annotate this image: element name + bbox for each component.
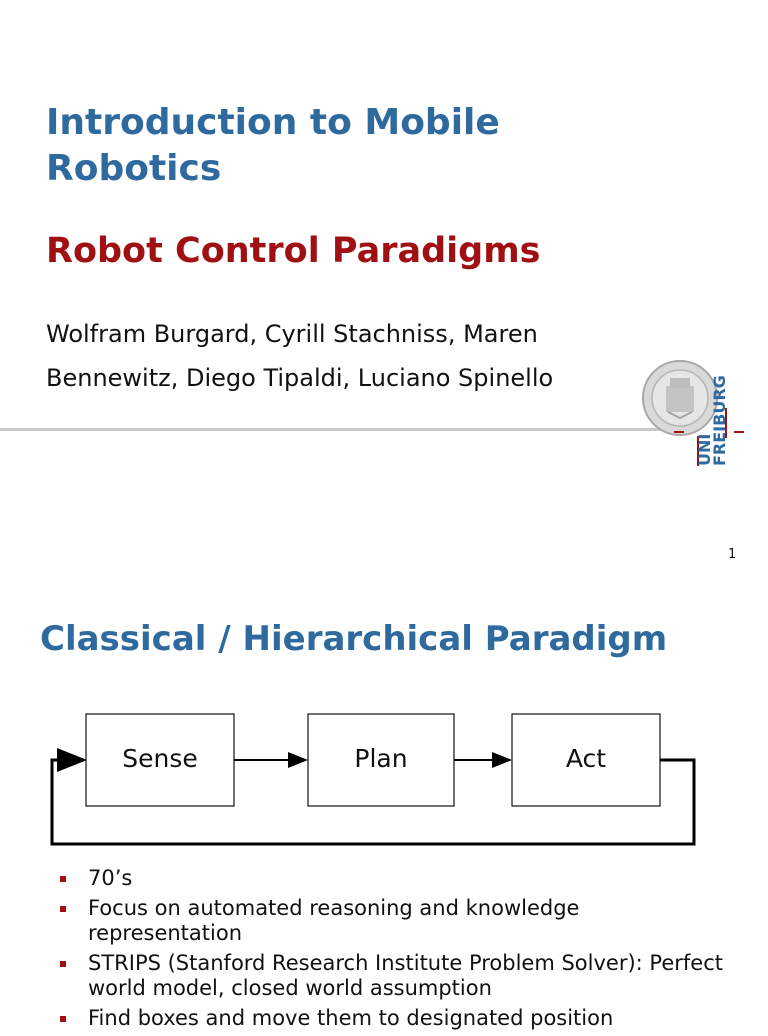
bullet-marker: [60, 1016, 66, 1022]
list-item: [58, 951, 738, 1001]
logo-text-freiburg: FREIBURG: [710, 375, 729, 466]
page-number: 1: [728, 547, 737, 562]
list-item: [58, 1006, 738, 1031]
bullet-text: Focus on automated reasoning and knowledge representation: [88, 896, 580, 945]
bullet-marker: [60, 876, 66, 882]
bullet-text: Find boxes and move them to designated position: [88, 1006, 614, 1030]
logo-text-uni: UNI: [695, 433, 714, 466]
list-item: [58, 896, 738, 946]
divider-line: [0, 428, 690, 431]
slide-title: Introduction to Mobile Robotics: [46, 102, 500, 189]
authors: Wolfram Burgard, Cyrill Stachniss, Maren Bennewitz, Diego Tipaldi, Luciano Spinello: [46, 320, 554, 392]
bullet-list: [58, 866, 738, 1036]
slide-subtitle: Robot Control Paradigms: [46, 231, 541, 271]
university-logo: [640, 348, 744, 466]
act-label: Act: [565, 744, 607, 773]
bullet-text: STRIPS (Stanford Research Institute Problem Solver): Perfect world model, closed world assumption: [88, 951, 723, 1000]
bullet-marker: [60, 961, 66, 967]
plan-label: Plan: [354, 744, 408, 773]
sense-plan-act-diagram: [40, 700, 710, 860]
sense-label: Sense: [122, 744, 198, 773]
bullet-marker: [60, 906, 66, 912]
slide-title-2: Classical / Hierarchical Paradigm: [40, 619, 668, 659]
list-item: [58, 866, 738, 891]
bullet-text: 70’s: [88, 866, 133, 890]
